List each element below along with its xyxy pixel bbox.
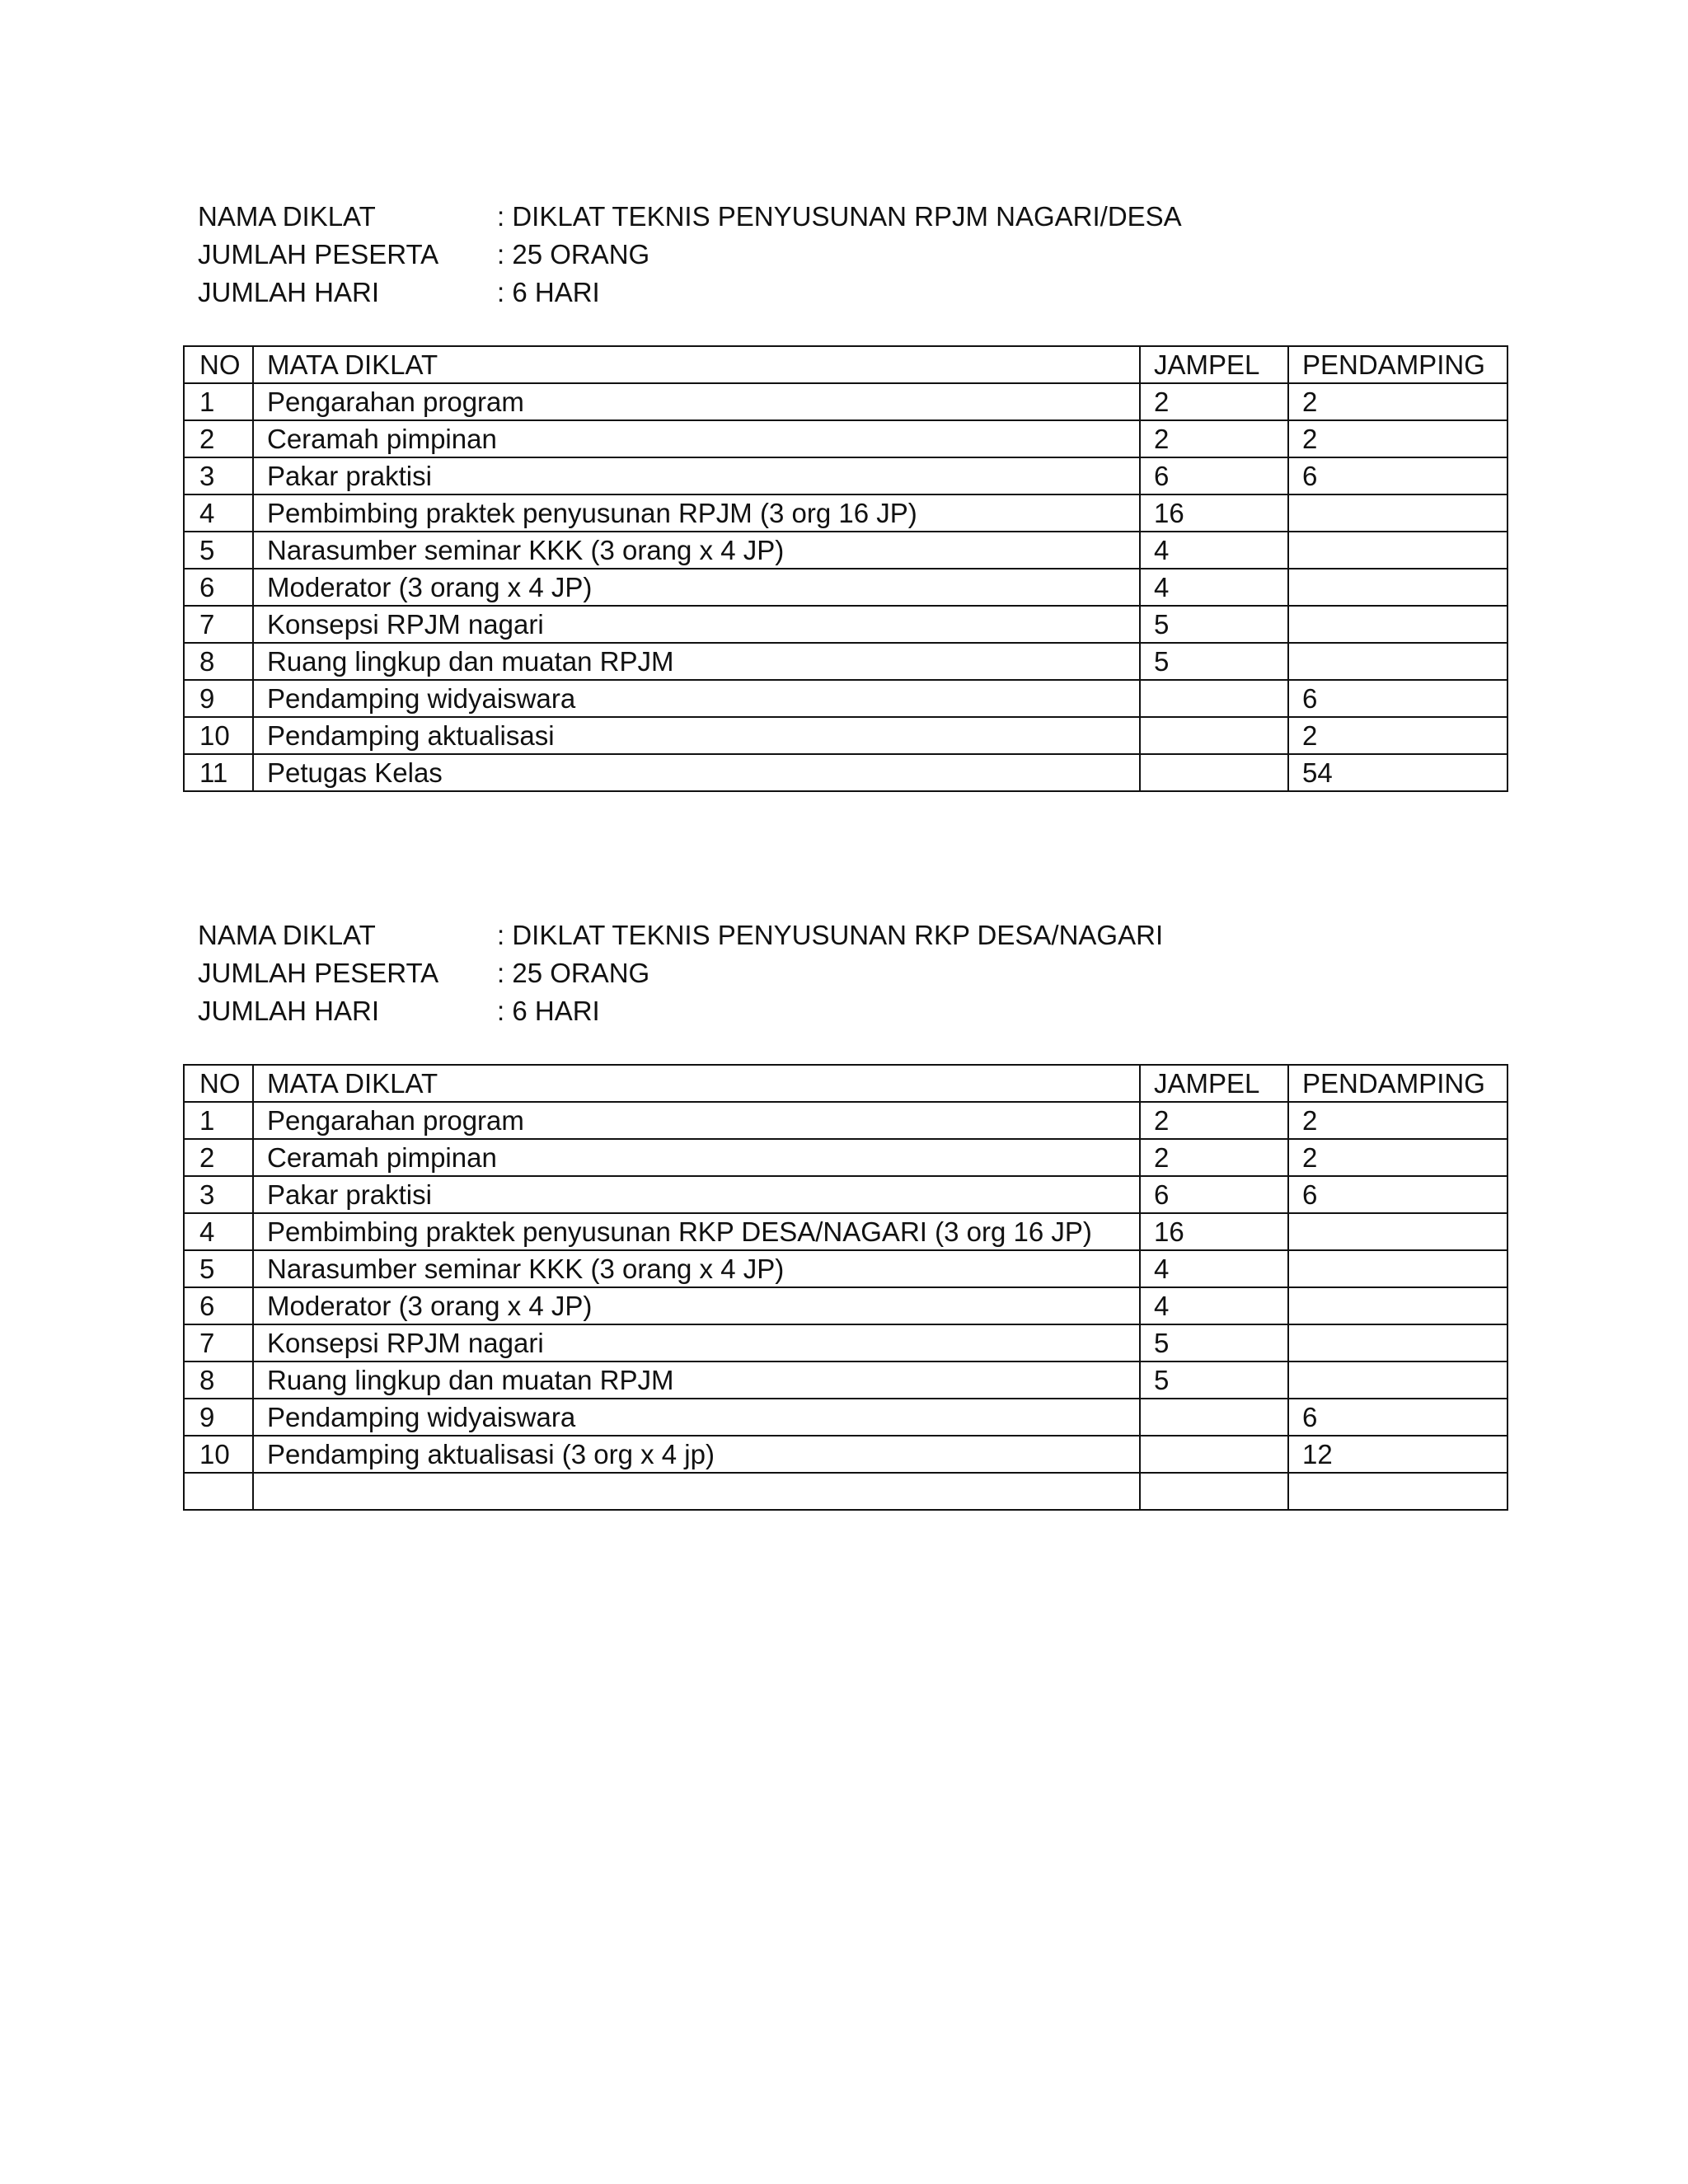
- cell-no: 2: [184, 420, 253, 457]
- header-jampel: JAMPEL: [1140, 346, 1288, 383]
- cell-no: 7: [184, 1324, 253, 1361]
- mata-diklat-table-2: [183, 1064, 1508, 1511]
- info-label: JUMLAH PESERTA: [198, 239, 439, 269]
- cell-pendamping: [1288, 494, 1507, 532]
- cell-jampel: 16: [1140, 494, 1288, 532]
- cell-no: 2: [184, 1139, 253, 1176]
- cell-mata-diklat: Pendamping aktualisasi: [253, 717, 1140, 754]
- cell-mata-diklat: Ruang lingkup dan muatan RPJM: [253, 643, 1140, 680]
- cell-jampel: [1140, 1473, 1288, 1510]
- cell-no: 11: [184, 754, 253, 791]
- cell-mata-diklat: Konsepsi RPJM nagari: [253, 606, 1140, 643]
- cell-pendamping: [1288, 569, 1507, 606]
- cell-mata-diklat: Pendamping aktualisasi (3 org x 4 jp): [253, 1436, 1140, 1473]
- table-row: [184, 1176, 1507, 1213]
- cell-no: 1: [184, 1102, 253, 1139]
- cell-pendamping: 6: [1288, 1176, 1507, 1213]
- cell-jampel: 4: [1140, 532, 1288, 569]
- cell-pendamping: 2: [1288, 383, 1507, 420]
- cell-jampel: 4: [1140, 1250, 1288, 1287]
- cell-no: 8: [184, 1361, 253, 1399]
- cell-no: 1: [184, 383, 253, 420]
- header-jampel: JAMPEL: [1140, 1065, 1288, 1102]
- table-row: [184, 532, 1507, 569]
- cell-pendamping: 12: [1288, 1436, 1507, 1473]
- table-row: [184, 643, 1507, 680]
- cell-pendamping: 6: [1288, 1399, 1507, 1436]
- cell-pendamping: [1288, 643, 1507, 680]
- cell-no: 4: [184, 1213, 253, 1250]
- cell-jampel: [1140, 1436, 1288, 1473]
- cell-no: 6: [184, 569, 253, 606]
- table-row: [184, 680, 1507, 717]
- info-label: NAMA DIKLAT: [198, 201, 376, 232]
- cell-pendamping: 2: [1288, 420, 1507, 457]
- info-row-hari: [198, 274, 1517, 312]
- cell-pendamping: [1288, 1361, 1507, 1399]
- cell-jampel: 2: [1140, 1102, 1288, 1139]
- cell-no: 3: [184, 1176, 253, 1213]
- cell-jampel: 2: [1140, 383, 1288, 420]
- cell-mata-diklat: [253, 1473, 1140, 1510]
- cell-jampel: 5: [1140, 606, 1288, 643]
- table-row: [184, 1399, 1507, 1436]
- info-row-peserta: [198, 954, 1517, 992]
- cell-mata-diklat: Pembimbing praktek penyusunan RKP DESA/NAGARI (3 org 16 JP): [253, 1213, 1140, 1250]
- header-no: NO: [184, 1065, 253, 1102]
- cell-mata-diklat: Pakar praktisi: [253, 1176, 1140, 1213]
- cell-mata-diklat: Moderator (3 orang x 4 JP): [253, 1287, 1140, 1324]
- table-row: [184, 1102, 1507, 1139]
- info-row-peserta: [198, 236, 1517, 274]
- cell-jampel: 6: [1140, 457, 1288, 494]
- cell-no: 10: [184, 717, 253, 754]
- cell-no: 10: [184, 1436, 253, 1473]
- table-row: [184, 569, 1507, 606]
- cell-no: 4: [184, 494, 253, 532]
- info-row-nama: [198, 198, 1517, 236]
- diklat-info-2: [198, 916, 1517, 1030]
- cell-pendamping: [1288, 1324, 1507, 1361]
- table-row: [184, 1139, 1507, 1176]
- cell-pendamping: 6: [1288, 680, 1507, 717]
- table-row-empty: [184, 1473, 1507, 1510]
- cell-no: 3: [184, 457, 253, 494]
- cell-no: 5: [184, 532, 253, 569]
- info-label: JUMLAH HARI: [198, 996, 380, 1026]
- cell-mata-diklat: Konsepsi RPJM nagari: [253, 1324, 1140, 1361]
- cell-no: 9: [184, 1399, 253, 1436]
- cell-jampel: 2: [1140, 420, 1288, 457]
- cell-jampel: 5: [1140, 1324, 1288, 1361]
- table-row: [184, 717, 1507, 754]
- table-header-row: [184, 346, 1507, 383]
- info-value: : 6 HARI: [497, 996, 600, 1026]
- mata-diklat-table-1: [183, 345, 1508, 792]
- cell-pendamping: [1288, 1250, 1507, 1287]
- diklat-info-1: [198, 198, 1517, 312]
- table-row: [184, 1361, 1507, 1399]
- table-row: [184, 1436, 1507, 1473]
- info-value: : DIKLAT TEKNIS PENYUSUNAN RKP DESA/NAGARI: [497, 920, 1164, 950]
- table-header-row: [184, 1065, 1507, 1102]
- info-row-hari: [198, 992, 1517, 1030]
- cell-jampel: [1140, 1399, 1288, 1436]
- cell-mata-diklat: Ceramah pimpinan: [253, 420, 1140, 457]
- cell-mata-diklat: Ruang lingkup dan muatan RPJM: [253, 1361, 1140, 1399]
- cell-no: 6: [184, 1287, 253, 1324]
- cell-pendamping: 2: [1288, 1102, 1507, 1139]
- table-row: [184, 1250, 1507, 1287]
- cell-mata-diklat: Narasumber seminar KKK (3 orang x 4 JP): [253, 1250, 1140, 1287]
- cell-mata-diklat: Pendamping widyaiswara: [253, 1399, 1140, 1436]
- info-label: NAMA DIKLAT: [198, 920, 376, 950]
- cell-no: 7: [184, 606, 253, 643]
- cell-mata-diklat: Narasumber seminar KKK (3 orang x 4 JP): [253, 532, 1140, 569]
- cell-jampel: 16: [1140, 1213, 1288, 1250]
- cell-pendamping: 54: [1288, 754, 1507, 791]
- table-row: [184, 420, 1507, 457]
- cell-no: 5: [184, 1250, 253, 1287]
- cell-pendamping: 2: [1288, 717, 1507, 754]
- cell-pendamping: [1288, 1287, 1507, 1324]
- table-row: [184, 383, 1507, 420]
- header-no: NO: [184, 346, 253, 383]
- cell-mata-diklat: Pengarahan program: [253, 1102, 1140, 1139]
- cell-jampel: 5: [1140, 643, 1288, 680]
- header-mata-diklat: MATA DIKLAT: [253, 346, 1140, 383]
- cell-jampel: 4: [1140, 569, 1288, 606]
- cell-pendamping: [1288, 606, 1507, 643]
- info-value: : DIKLAT TEKNIS PENYUSUNAN RPJM NAGARI/DESA: [497, 201, 1182, 232]
- info-value: : 6 HARI: [497, 277, 600, 307]
- header-pendamping: PENDAMPING: [1288, 346, 1507, 383]
- table-row: [184, 754, 1507, 791]
- cell-pendamping: [1288, 532, 1507, 569]
- cell-mata-diklat: Pakar praktisi: [253, 457, 1140, 494]
- cell-jampel: 6: [1140, 1176, 1288, 1213]
- cell-mata-diklat: Pengarahan program: [253, 383, 1140, 420]
- cell-jampel: 4: [1140, 1287, 1288, 1324]
- cell-jampel: [1140, 717, 1288, 754]
- cell-no: 9: [184, 680, 253, 717]
- info-row-nama: [198, 916, 1517, 954]
- cell-pendamping: [1288, 1213, 1507, 1250]
- cell-mata-diklat: Petugas Kelas: [253, 754, 1140, 791]
- info-label: JUMLAH PESERTA: [198, 958, 439, 988]
- cell-jampel: [1140, 754, 1288, 791]
- cell-mata-diklat: Pendamping widyaiswara: [253, 680, 1140, 717]
- table-row: [184, 1324, 1507, 1361]
- info-value: : 25 ORANG: [497, 239, 650, 269]
- header-mata-diklat: MATA DIKLAT: [253, 1065, 1140, 1102]
- table-row: [184, 606, 1507, 643]
- table-row: [184, 1213, 1507, 1250]
- cell-no: [184, 1473, 253, 1510]
- table-row: [184, 1287, 1507, 1324]
- cell-mata-diklat: Ceramah pimpinan: [253, 1139, 1140, 1176]
- cell-jampel: 2: [1140, 1139, 1288, 1176]
- cell-pendamping: [1288, 1473, 1507, 1510]
- table-row: [184, 457, 1507, 494]
- cell-pendamping: 6: [1288, 457, 1507, 494]
- info-value: : 25 ORANG: [497, 958, 650, 988]
- cell-pendamping: 2: [1288, 1139, 1507, 1176]
- cell-mata-diklat: Pembimbing praktek penyusunan RPJM (3 org 16 JP): [253, 494, 1140, 532]
- table-row: [184, 494, 1507, 532]
- cell-no: 8: [184, 643, 253, 680]
- cell-jampel: [1140, 680, 1288, 717]
- info-label: JUMLAH HARI: [198, 277, 380, 307]
- header-pendamping: PENDAMPING: [1288, 1065, 1507, 1102]
- cell-jampel: 5: [1140, 1361, 1288, 1399]
- cell-mata-diklat: Moderator (3 orang x 4 JP): [253, 569, 1140, 606]
